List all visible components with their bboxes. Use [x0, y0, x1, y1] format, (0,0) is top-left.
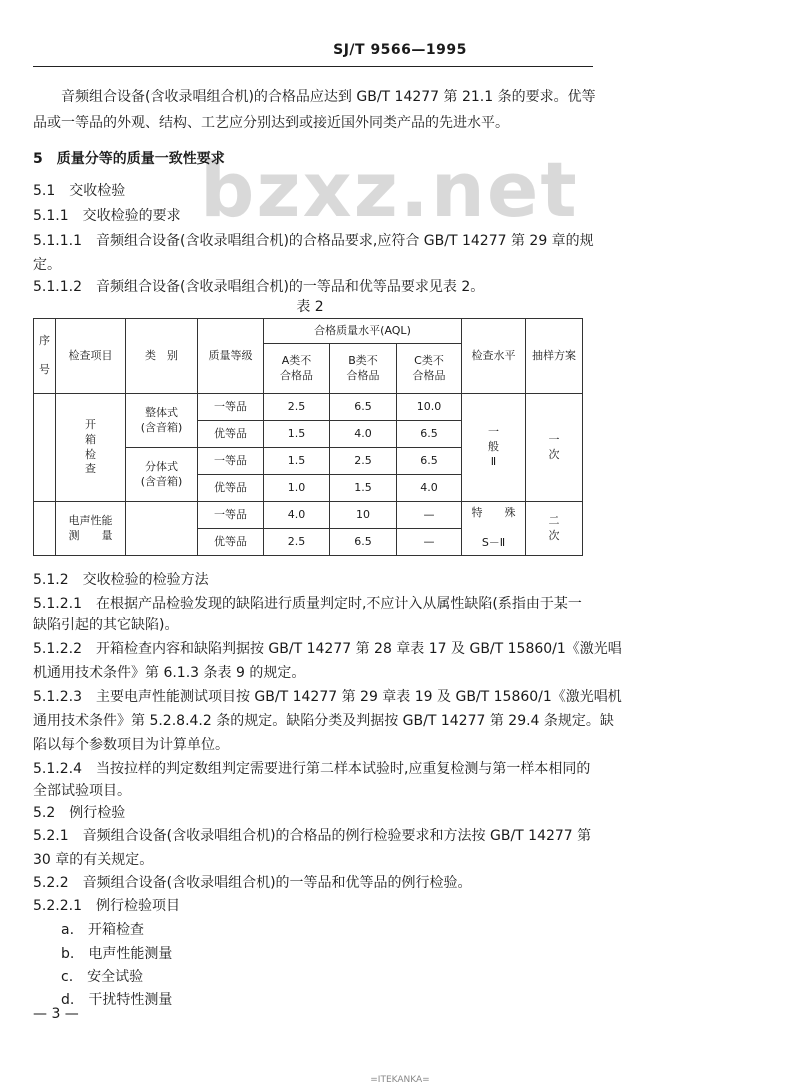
clause-5-1-2-1-line-1: 5.1.2.1 在根据产品检验发现的缺陷进行质量判定时,不应计入从属性缺陷(系指由于某一 [33, 596, 582, 612]
aql-a-cell: 1.5 [264, 448, 330, 475]
section-5-1-1-heading: 5.1.1 交收检验的要求 [33, 208, 181, 224]
header-seq: 序 号 [34, 319, 56, 394]
grade-cell: 一等品 [198, 448, 264, 475]
header-b-class: B类不 合格品 [330, 344, 397, 394]
clause-5-1-2-1-line-2: 缺陷引起的其它缺陷)。 [33, 617, 179, 633]
clause-5-1-2-3-line-1: 5.1.2.3 主要电声性能测试项目按 GB/T 14277 第 29 章表 19 及 GB/T 15860/1《激光唱机 [33, 689, 622, 705]
clause-5-2-2-1: 5.2.2.1 例行检验项目 [33, 898, 180, 914]
grade-cell: 优等品 [198, 475, 264, 502]
clause-5-1-2-4-line-1: 5.1.2.4 当按拉样的判定数组判定需要进行第二样本试验时,应重复检测与第一样本相同的 [33, 761, 591, 777]
seq-cell [34, 502, 56, 556]
aql-b-cell: 1.5 [330, 475, 397, 502]
clause-5-1-2-2-line-1: 5.1.2.2 开箱检查内容和缺陷判据按 GB/T 14277 第 28 章表 17 及 GB/T 15860/1《激光唱 [33, 641, 622, 657]
watermark: bzxz.net [200, 145, 579, 234]
page-number: — 3 — [33, 1006, 79, 1022]
clause-5-1-1-2: 5.1.1.2 音频组合设备(含收录唱组合机)的一等品和优等品要求见表 2。 [33, 279, 485, 295]
clause-5-2-2: 5.2.2 音频组合设备(含收录唱组合机)的一等品和优等品的例行检验。 [33, 875, 472, 891]
aql-c-cell: 6.5 [397, 421, 462, 448]
table-2 [33, 318, 583, 556]
aql-b-cell: 6.5 [330, 394, 397, 421]
clause-5-2-1-line-1: 5.2.1 音频组合设备(含收录唱组合机)的合格品的例行检验要求和方法按 GB/T 14277 第 [33, 828, 592, 844]
footer-mark: =ITEKANKA= [370, 1075, 430, 1085]
clause-5-2-1-line-2: 30 章的有关规定。 [33, 852, 154, 868]
aql-c-cell: — [397, 529, 462, 556]
aql-a-cell: 1.0 [264, 475, 330, 502]
category-integrated: 整体式 (含音箱) [126, 394, 198, 448]
document-header: SJ/T 9566—1995 [333, 42, 467, 58]
aql-b-cell: 6.5 [330, 529, 397, 556]
aql-a-cell: 4.0 [264, 502, 330, 529]
aql-c-cell: 4.0 [397, 475, 462, 502]
table-row [34, 502, 583, 529]
clause-5-1-2-3-line-3: 陷以每个参数项目为计算单位。 [33, 737, 229, 753]
header-c-class: C类不 合格品 [397, 344, 462, 394]
aql-c-cell: 10.0 [397, 394, 462, 421]
aql-b-cell: 10 [330, 502, 397, 529]
header-a-class: A类不 合格品 [264, 344, 330, 394]
category-separate: 分体式 (含音箱) [126, 448, 198, 502]
header-level: 检查水平 [462, 319, 526, 394]
intro-line-2: 品或一等品的外观、结构、工艺应分别达到或接近国外同类产品的先进水平。 [33, 115, 509, 131]
intro-line-1: 音频组合设备(含收录唱组合机)的合格品应达到 GB/T 14277 第 21.1 条的要求。优等 [61, 89, 596, 105]
plan-single: 一 次 [526, 394, 583, 502]
header-grade: 质量等级 [198, 319, 264, 394]
seq-cell [34, 394, 56, 502]
level-general-ii: 一 般 Ⅱ [462, 394, 526, 502]
aql-b-cell: 4.0 [330, 421, 397, 448]
table-caption: 表 2 [296, 299, 324, 315]
plan-double: 二 次 [526, 502, 583, 556]
header-item: 检查项目 [56, 319, 126, 394]
grade-cell: 一等品 [198, 502, 264, 529]
section-5-1-2-heading: 5.1.2 交收检验的检验方法 [33, 572, 209, 588]
grade-cell: 优等品 [198, 421, 264, 448]
clause-5-1-2-2-line-2: 机通用技术条件》第 6.1.3 条表 9 的规定。 [33, 665, 306, 681]
list-item: a. 开箱检查 [61, 922, 145, 938]
clause-5-1-2-4-line-2: 全部试验项目。 [33, 783, 131, 799]
category-empty [126, 502, 198, 556]
clause-5-1-1-1-line-1: 5.1.1.1 音频组合设备(含收录唱组合机)的合格品要求,应符合 GB/T 14277 第 29 章的规 [33, 233, 594, 249]
level-special-s2: 特 殊 S－Ⅱ [462, 502, 526, 556]
grade-cell: 一等品 [198, 394, 264, 421]
section-5-heading: 5 质量分等的质量一致性要求 [33, 151, 225, 167]
header-plan: 抽样方案 [526, 319, 583, 394]
item-electroacoustic: 电声性能 测 量 [56, 502, 126, 556]
aql-c-cell: — [397, 502, 462, 529]
section-5-1-heading: 5.1 交收检验 [33, 183, 126, 199]
item-unpacking: 开 箱 检 查 [56, 394, 126, 502]
list-item: c. 安全试验 [61, 969, 144, 985]
header-aql: 合格质量水平(AQL) [264, 319, 462, 344]
aql-a-cell: 1.5 [264, 421, 330, 448]
list-item: b. 电声性能测量 [61, 946, 173, 962]
header-category: 类 别 [126, 319, 198, 394]
section-5-2-heading: 5.2 例行检验 [33, 805, 126, 821]
clause-5-1-1-1-line-2: 定。 [33, 257, 61, 273]
aql-c-cell: 6.5 [397, 448, 462, 475]
clause-5-1-2-3-line-2: 通用技术条件》第 5.2.8.4.2 条的规定。缺陷分类及判据按 GB/T 14277 第 29.4 条规定。缺 [33, 713, 614, 729]
list-item: d. 干扰特性测量 [61, 992, 173, 1008]
aql-a-cell: 2.5 [264, 394, 330, 421]
table-row [34, 394, 583, 421]
aql-a-cell: 2.5 [264, 529, 330, 556]
aql-b-cell: 2.5 [330, 448, 397, 475]
grade-cell: 优等品 [198, 529, 264, 556]
header-rule [33, 66, 593, 67]
